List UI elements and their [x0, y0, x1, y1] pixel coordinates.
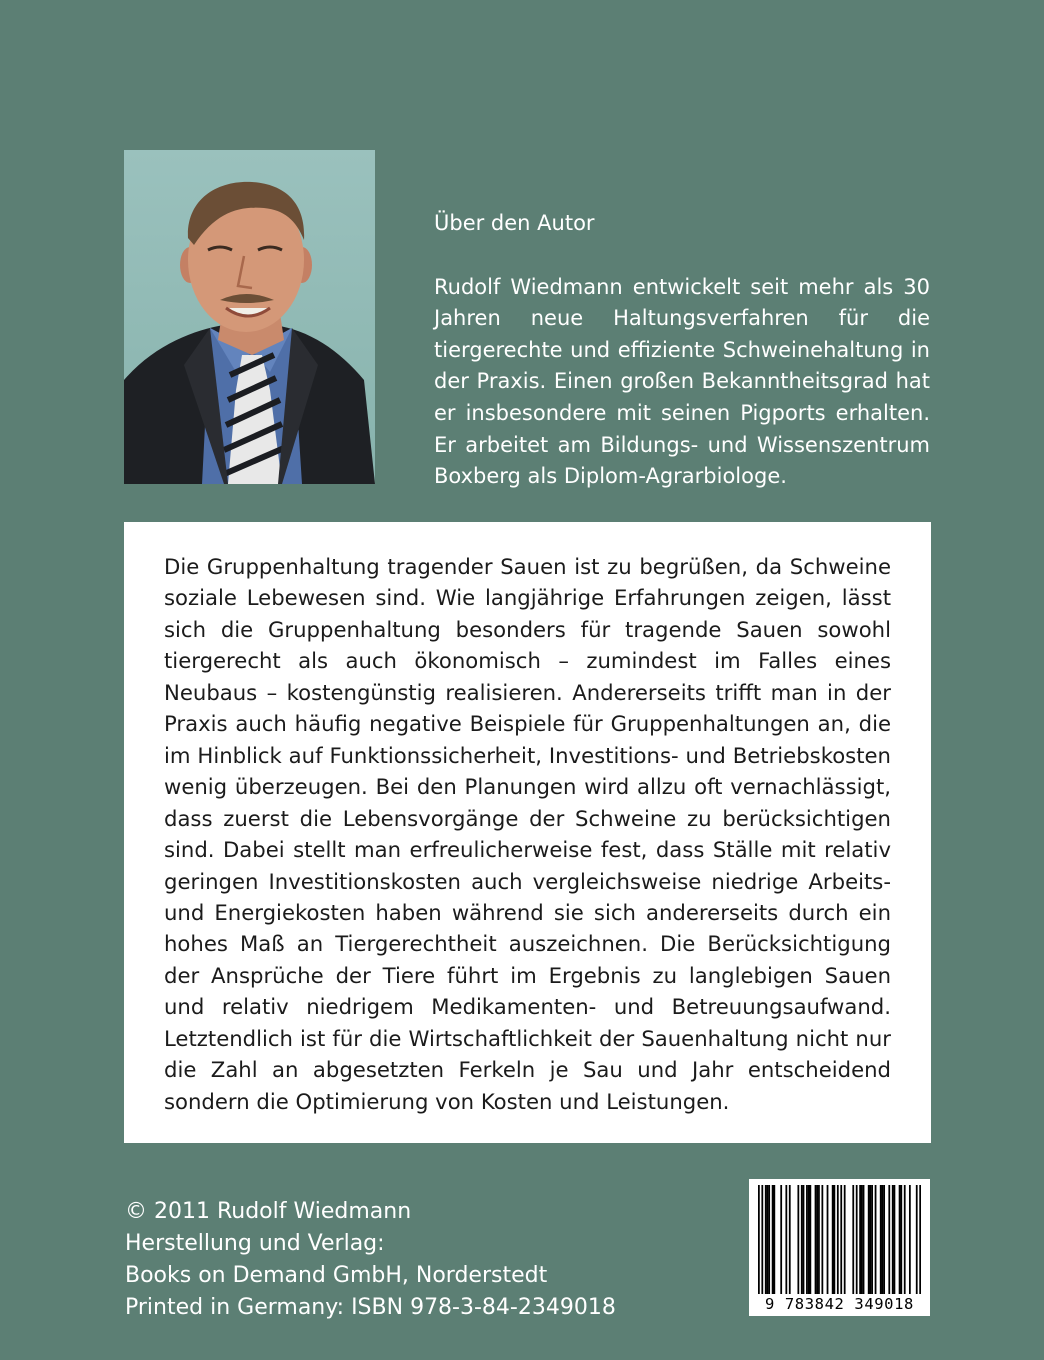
barcode-bar: [852, 1185, 854, 1294]
blurb-box: [124, 522, 931, 1143]
barcode-bar: [761, 1185, 763, 1294]
barcode-bar: [840, 1185, 842, 1294]
author-heading: Über den Autor: [434, 211, 595, 235]
author-section: [434, 208, 930, 493]
blurb-text: Die Gruppenhaltung tragender Sauen ist zu begrüßen, da Schweine soziale Lebewesen sind. Wie langjährige Erfahrungen zeigen, lässt sich die Gruppenhaltung besonders für tragende Sauen sowohl tiergerecht als auch ökonomisch – zumindest im Falles eines Neubaus – kostengünstig realisieren. Andererseits trifft man in der Praxis auch häufig negative Beispiele für Gruppenhaltungen an, die im Hinblick auf Funktionssicherheit, Investitions- und Betriebskosten wenig überzeugen. Bei den Planungen wird allzu oft vernachlässigt, dass zuerst die Lebensvorgänge der Schweine zu berücksichtigen sind. Dabei stellt man erfreulicherweise fest, dass Ställe mit relativ geringen Investitionskosten auch vergleichsweise niedrige Arbeits- und Energiekosten haben während sie sich andererseits durch ein hohes Maß an Tiergerechtheit auszeichnen. Die Berücksichtigung der Ansprüche der Tiere führt im Ergebnis zu langlebigen Sauen und relativ niedrigem Medikamenten- und Betreuungsaufwand. Letztendlich ist für die Wirtschaftlichkeit der Sauenhaltung nicht nur die Zahl an abgesetzten Ferkeln je Sau und Jahr entscheidend sondern die Optimierung von Kosten und Leistungen.: [164, 554, 891, 1114]
barcode-bar: [780, 1185, 782, 1294]
printed-isbn-line: Printed in Germany: ISBN 978-3-84-2349018: [125, 1295, 616, 1320]
barcode-bar: [801, 1185, 803, 1294]
barcode-bar: [773, 1185, 775, 1294]
barcode-bar: [900, 1185, 902, 1294]
isbn-barcode: [749, 1179, 930, 1316]
barcode-bars: [758, 1185, 921, 1294]
barcode-bar: [909, 1185, 911, 1294]
barcode-bar: [809, 1185, 811, 1294]
barcode-bar: [815, 1185, 817, 1294]
barcode-bar: [789, 1185, 791, 1294]
barcode-bar: [892, 1185, 894, 1294]
barcode-bar: [919, 1185, 921, 1294]
barcode-bar: [797, 1185, 799, 1294]
barcode-bar: [827, 1185, 829, 1294]
copyright-line: © 2011 Rudolf Wiedmann: [125, 1199, 412, 1224]
barcode-bar: [888, 1185, 890, 1294]
barcode-bar: [767, 1185, 769, 1294]
barcode-bar: [868, 1185, 870, 1294]
barcode-bar: [870, 1185, 872, 1294]
barcode-bar: [818, 1185, 820, 1294]
publisher-label: Herstellung und Verlag:: [125, 1231, 385, 1256]
barcode-bar: [758, 1185, 760, 1294]
publisher-name: Books on Demand GmbH, Norderstedt: [125, 1263, 548, 1288]
barcode-bar: [832, 1185, 834, 1294]
imprint: [125, 1196, 685, 1324]
barcode-bar: [768, 1185, 770, 1294]
barcode-bar: [803, 1185, 805, 1294]
barcode-bar: [785, 1185, 787, 1294]
barcode-bar: [916, 1185, 918, 1294]
barcode-bar: [861, 1185, 863, 1294]
barcode-bar: [765, 1185, 767, 1294]
barcode-bar: [880, 1185, 882, 1294]
barcode-bar: [871, 1185, 873, 1294]
barcode-bar: [899, 1185, 901, 1294]
author-bio: Rudolf Wiedmann entwickelt seit mehr als 30 Jahren neue Haltungsverfahren für die tiergerechte und effiziente Schweinehaltung in der Praxis. Einen großen Bekanntheitsgrad hat er insbesondere mit seinen Pigports erhalten. Er arbeitet am Bildungs- und Wissenszentrum Boxberg als Diplom-Agrarbiologe.: [434, 274, 930, 489]
barcode-bar: [833, 1185, 835, 1294]
barcode-bar: [883, 1185, 885, 1294]
barcode-bar: [837, 1185, 839, 1294]
author-photo: [124, 150, 375, 484]
barcode-digits: 9 783842 349018: [765, 1295, 914, 1313]
barcode-bar: [863, 1185, 865, 1294]
barcode-bar: [808, 1185, 810, 1294]
barcode-bar: [859, 1185, 861, 1294]
barcode-bar: [844, 1185, 846, 1294]
barcode-bar: [772, 1185, 774, 1294]
barcode-bar: [816, 1185, 818, 1294]
barcode-bar: [856, 1185, 858, 1294]
barcode-bar: [806, 1185, 808, 1294]
barcode-bar: [882, 1185, 884, 1294]
barcode-bar: [821, 1185, 823, 1294]
barcode-bar: [875, 1185, 877, 1294]
barcode-bar: [904, 1185, 906, 1294]
barcode-bar: [894, 1185, 896, 1294]
